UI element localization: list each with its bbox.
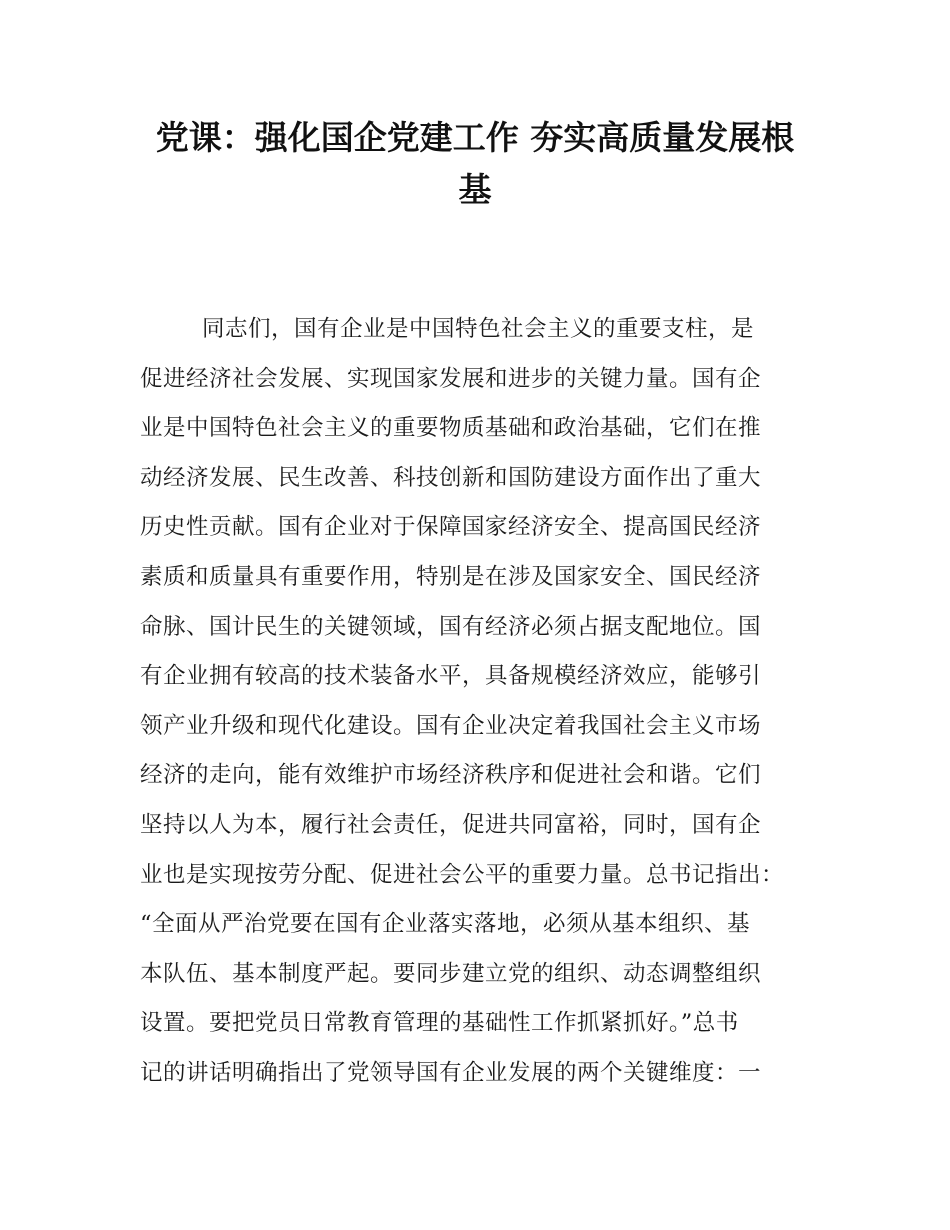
title-line-2: 基 [458,170,492,209]
body-line: 促进经济社会发展、实现国家发展和进步的关键力量。国有企 [140,365,762,392]
body-line: “全面从严治党要在国有企业落实落地，必须从基本组织、基 [140,911,751,938]
body-line: 领产业升级和现代化建设。国有企业决定着我国社会主义市场 [140,712,762,739]
body-line: 有企业拥有较高的技术装备水平，具备规模经济效应，能够引 [140,663,762,690]
body-line: 经济的走向，能有效维护市场经济秩序和促进社会和谐。它们 [140,762,762,789]
document-body [140,305,820,1099]
body-line: 业是中国特色社会主义的重要物质基础和政治基础，它们在推 [140,415,762,442]
body-line: 动经济发展、民生改善、科技创新和国防建设方面作出了重大 [140,464,762,491]
title-line-1: 党课：强化国企党建工作 夯实高质量发展根 [155,118,795,157]
body-line: 素质和质量具有重要作用，特别是在涉及国家安全、国民经济 [140,563,762,590]
body-line: 同志们，国有企业是中国特色社会主义的重要支柱，是 [202,316,755,342]
body-line: 坚持以人为本，履行社会责任，促进共同富裕，同时，国有企 [140,811,762,838]
body-line: 历史性贡献。国有企业对于保障国家经济安全、提高国民经济 [140,514,762,541]
body-line: 设置。要把党员日常教育管理的基础性工作抓紧抓好。”总书 [140,1010,739,1037]
body-line: 本队伍、基本制度严起。要同步建立党的组织、动态调整组织 [140,960,762,987]
body-line: 记的讲话明确指出了党领导国有企业发展的两个关键维度：一 [140,1059,762,1086]
body-line: 命脉、国计民生的关键领域，国有经济必须占据支配地位。国 [140,613,762,640]
document-title [140,112,810,216]
body-line: 业也是实现按劳分配、促进社会公平的重要力量。总书记指出： [140,861,785,888]
